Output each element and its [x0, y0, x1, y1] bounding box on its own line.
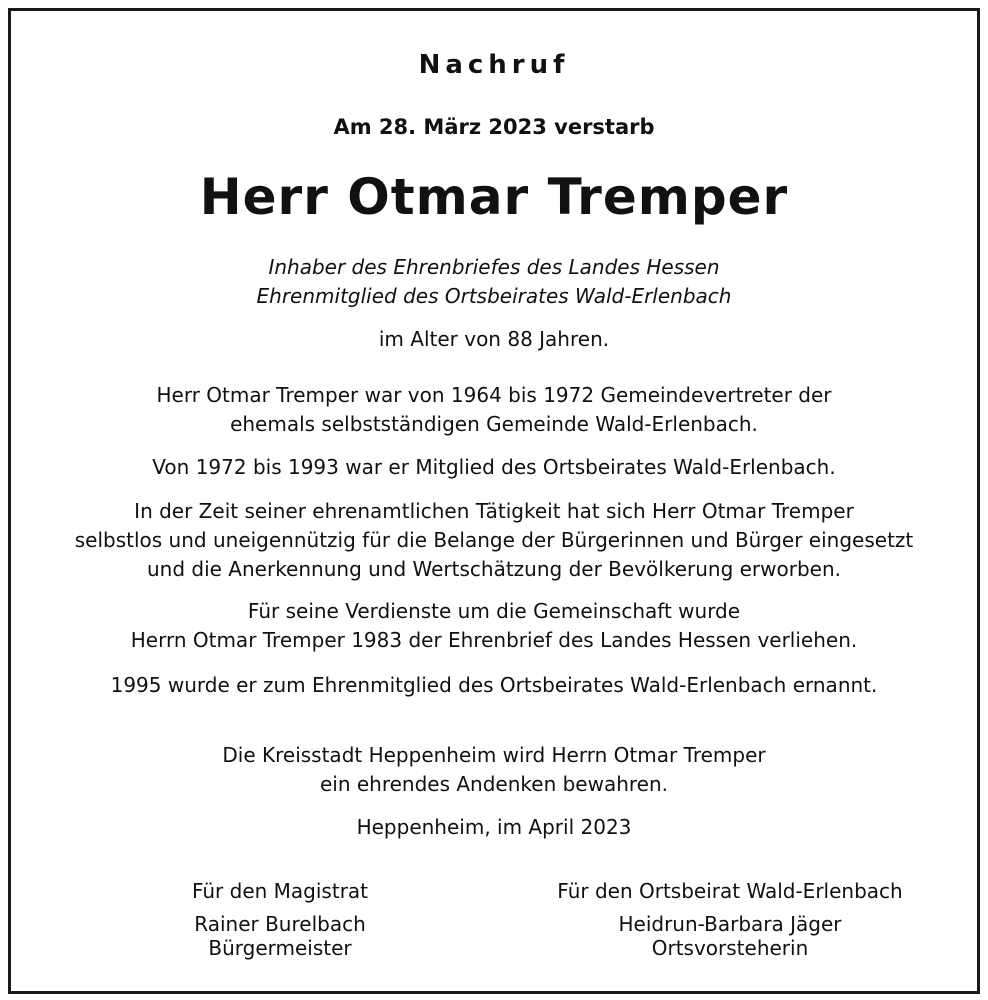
body-line: Von 1972 bis 1993 war er Mitglied des Ortsbeirates Wald-Erlenbach. — [152, 455, 836, 479]
honor-line: Ehrenmitglied des Ortsbeirates Wald-Erlenbach — [256, 284, 732, 308]
signatory-right-title: Ortsvorsteherin — [651, 936, 809, 960]
signatory-right-name: Heidrun-Barbara Jäger — [618, 912, 842, 936]
body-line: und die Anerkennung und Wertschätzung der Bevölkerung erworben. — [146, 557, 841, 581]
body-line: 1995 wurde er zum Ehrenmitglied des Ortsbeirates Wald-Erlenbach ernannt. — [110, 673, 878, 697]
body-line: ehemals selbstständigen Gemeinde Wald-Erlenbach. — [230, 412, 758, 436]
signatory-left-title: Bürgermeister — [208, 936, 352, 960]
body-line: selbstlos und uneigennützig für die Belange der Bürgerinnen und Bürger eingesetzt — [74, 528, 914, 552]
body-line: In der Zeit seiner ehrenamtlichen Tätigkeit hat sich Herr Otmar Tremper — [134, 499, 854, 523]
closing-line: ein ehrendes Andenken bewahren. — [319, 772, 669, 796]
honor-line: Inhaber des Ehrenbriefes des Landes Hessen — [268, 255, 720, 279]
signatory-left-for: Für den Magistrat — [191, 879, 369, 903]
body-line: Herrn Otmar Tremper 1983 der Ehrenbrief des Landes Hessen verliehen. — [130, 628, 858, 652]
body-line: Für seine Verdienste um die Gemeinschaft wurde — [247, 599, 741, 623]
closing-line: Die Kreisstadt Heppenheim wird Herrn Otmar Tremper — [222, 743, 766, 767]
place-date: Heppenheim, im April 2023 — [356, 815, 632, 839]
body-line: Herr Otmar Tremper war von 1964 bis 1972 Gemeindevertreter der — [156, 383, 832, 407]
death-date-line: Am 28. März 2023 verstarb — [333, 115, 655, 139]
deceased-name: Herr Otmar Tremper — [199, 168, 789, 226]
age-line: im Alter von 88 Jahren. — [378, 327, 610, 351]
signatory-left-name: Rainer Burelbach — [194, 912, 366, 936]
notice-heading: Nachruf — [418, 50, 570, 80]
signatory-right-for: Für den Ortsbeirat Wald-Erlenbach — [557, 879, 903, 903]
